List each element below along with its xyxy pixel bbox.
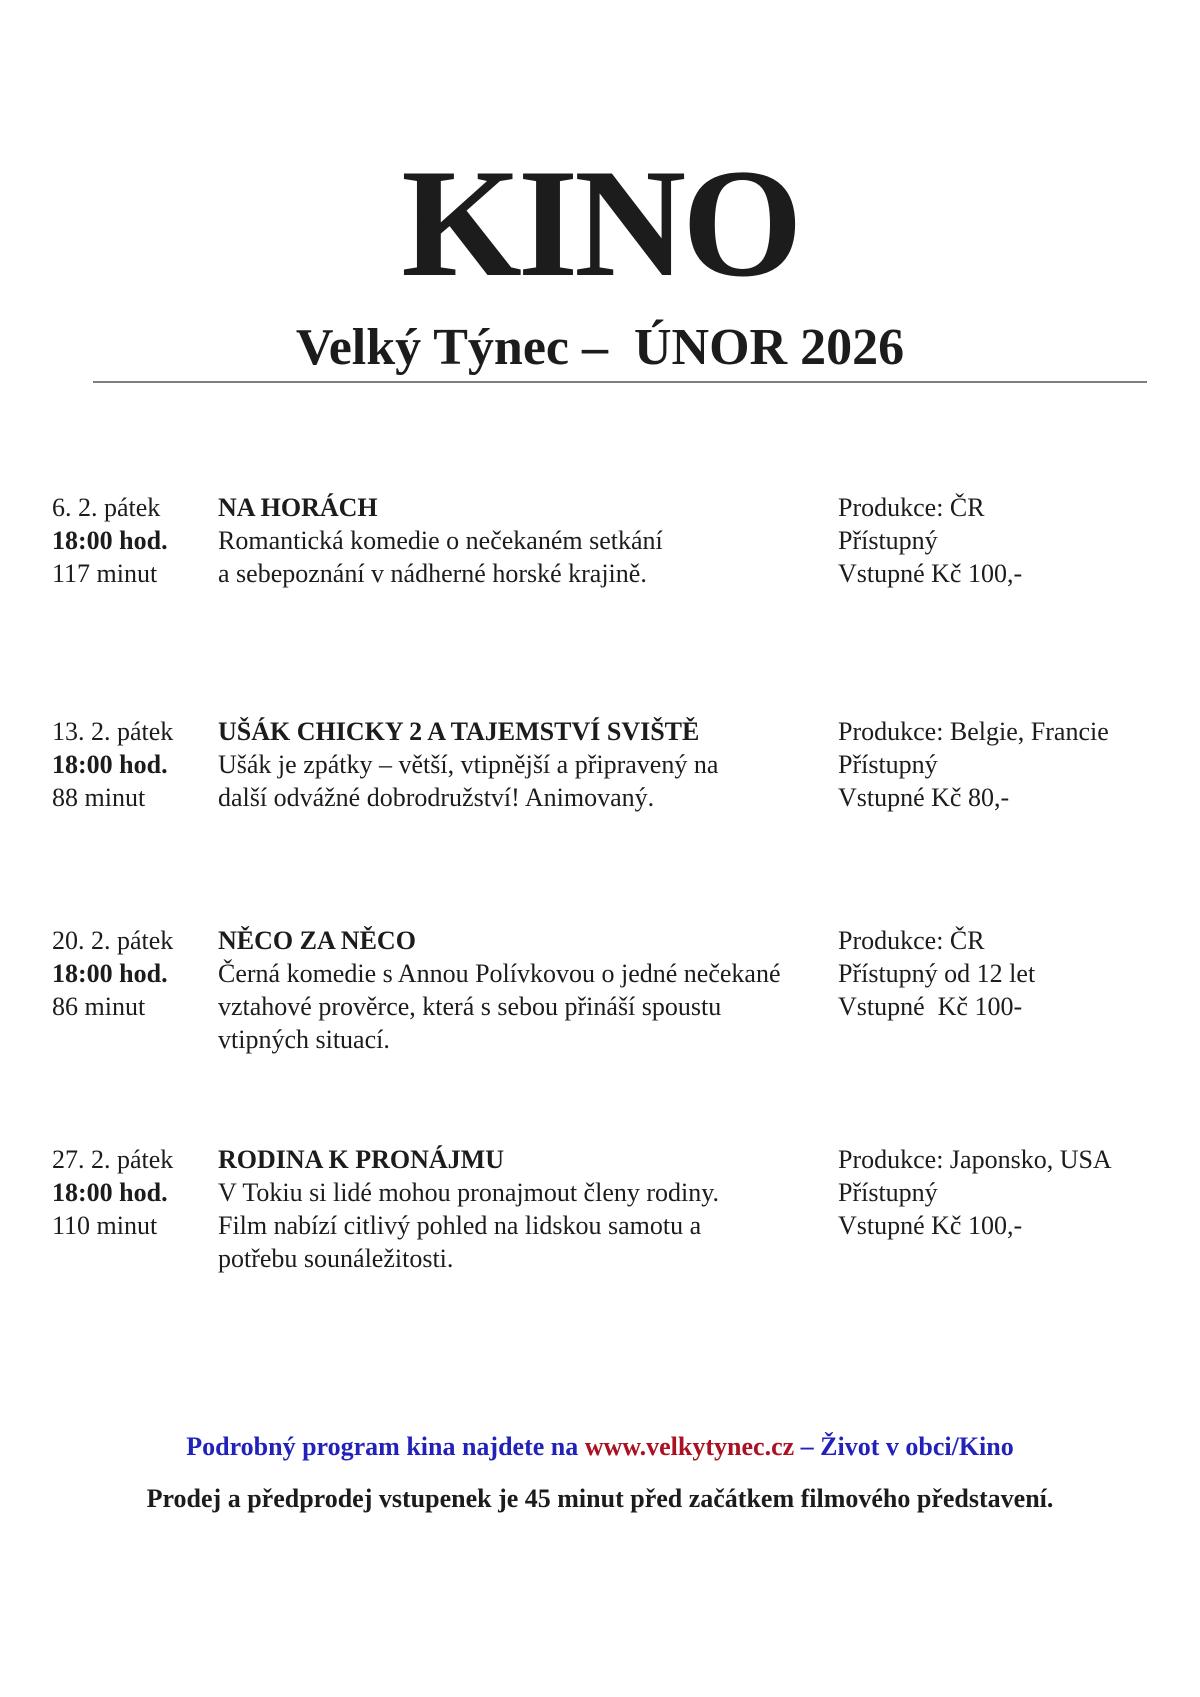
film-date: 27. 2. pátek (52, 1145, 174, 1174)
film-rating: Přístupný (838, 526, 938, 555)
film-entry-3 (52, 924, 1180, 1056)
film-duration: 117 minut (52, 559, 158, 588)
film-duration: 110 minut (52, 1211, 158, 1240)
film-time: 18:00 hod. (52, 1178, 168, 1207)
footer-info-suffix: – Život v obci/Kino (794, 1432, 1014, 1461)
footer-info-line (0, 1430, 1200, 1463)
film-schedule-column (52, 491, 218, 590)
film-description-line: potřebu sounáležitosti. (218, 1244, 454, 1273)
film-title: NĚCO ZA NĚCO (218, 926, 416, 955)
film-schedule-column (52, 715, 218, 814)
film-entry-4 (52, 1143, 1180, 1275)
film-price: Vstupné Kč 80,- (838, 783, 1010, 812)
film-entry-1 (52, 491, 1180, 590)
film-production: Produkce: Belgie, Francie (838, 717, 1109, 746)
film-meta-column (838, 924, 1180, 1056)
film-time: 18:00 hod. (52, 959, 168, 988)
film-price: Vstupné Kč 100,- (838, 559, 1023, 588)
film-info-column (218, 491, 838, 590)
film-schedule-column (52, 1143, 218, 1275)
film-description-line: Romantická komedie o nečekaném setkání (218, 526, 663, 555)
film-description-line: vtipných situací. (218, 1025, 390, 1054)
film-price: Vstupné Kč 100,- (838, 1211, 1023, 1240)
film-date: 20. 2. pátek (52, 926, 174, 955)
film-duration: 88 minut (52, 783, 146, 812)
film-title: UŠÁK CHICKY 2 A TAJEMSTVÍ SVIŠTĚ (218, 717, 700, 746)
film-description-line: další odvážné dobrodružství! Animovaný. (218, 783, 655, 812)
film-production: Produkce: ČR (838, 493, 985, 522)
page-title: KINO (401, 137, 799, 309)
film-duration: 86 minut (52, 992, 146, 1021)
film-meta-column (838, 491, 1180, 590)
film-date: 6. 2. pátek (52, 493, 161, 522)
film-description-line: Film nabízí citlivý pohled na lidskou samotu a (218, 1211, 702, 1240)
footer-info-prefix: Podrobný program kina najdete na (186, 1432, 585, 1461)
film-info-column (218, 715, 838, 814)
film-info-column (218, 924, 838, 1056)
film-time: 18:00 hod. (52, 750, 168, 779)
film-meta-column (838, 1143, 1180, 1275)
page-subtitle: Velký Týnec – ÚNOR 2026 (295, 319, 905, 376)
film-meta-column (838, 715, 1180, 814)
film-info-column (218, 1143, 838, 1275)
film-rating: Přístupný (838, 750, 938, 779)
footer-note: Prodej a předprodej vstupenek je 45 minut před začátkem filmového představení. (146, 1484, 1054, 1513)
film-description-line: a sebepoznání v nádherné horské krajině. (218, 559, 647, 588)
film-rating: Přístupný (838, 1178, 938, 1207)
film-title: RODINA K PRONÁJMU (218, 1145, 504, 1174)
website-link[interactable]: www.velkytynec.cz (584, 1432, 795, 1461)
film-title: NA HORÁCH (218, 493, 378, 522)
film-description-line: vztahové prověrce, která s sebou přináší spoustu (218, 992, 722, 1021)
film-production: Produkce: ČR (838, 926, 985, 955)
film-rating: Přístupný od 12 let (838, 959, 1036, 988)
film-price: Vstupné Kč 100- (838, 992, 1023, 1021)
film-description-line: Černá komedie s Annou Polívkovou o jedné nečekané (218, 959, 781, 988)
footer (0, 1430, 1200, 1515)
film-schedule-column (52, 924, 218, 1056)
header (0, 0, 1200, 383)
film-description-line: Ušák je zpátky – větší, vtipnější a připravený na (218, 750, 719, 779)
header-divider (93, 381, 1147, 383)
film-date: 13. 2. pátek (52, 717, 174, 746)
film-entry-2 (52, 715, 1180, 814)
film-description-line: V Tokiu si lidé mohou pronajmout členy rodiny. (218, 1178, 720, 1207)
film-production: Produkce: Japonsko, USA (838, 1145, 1112, 1174)
film-time: 18:00 hod. (52, 526, 168, 555)
